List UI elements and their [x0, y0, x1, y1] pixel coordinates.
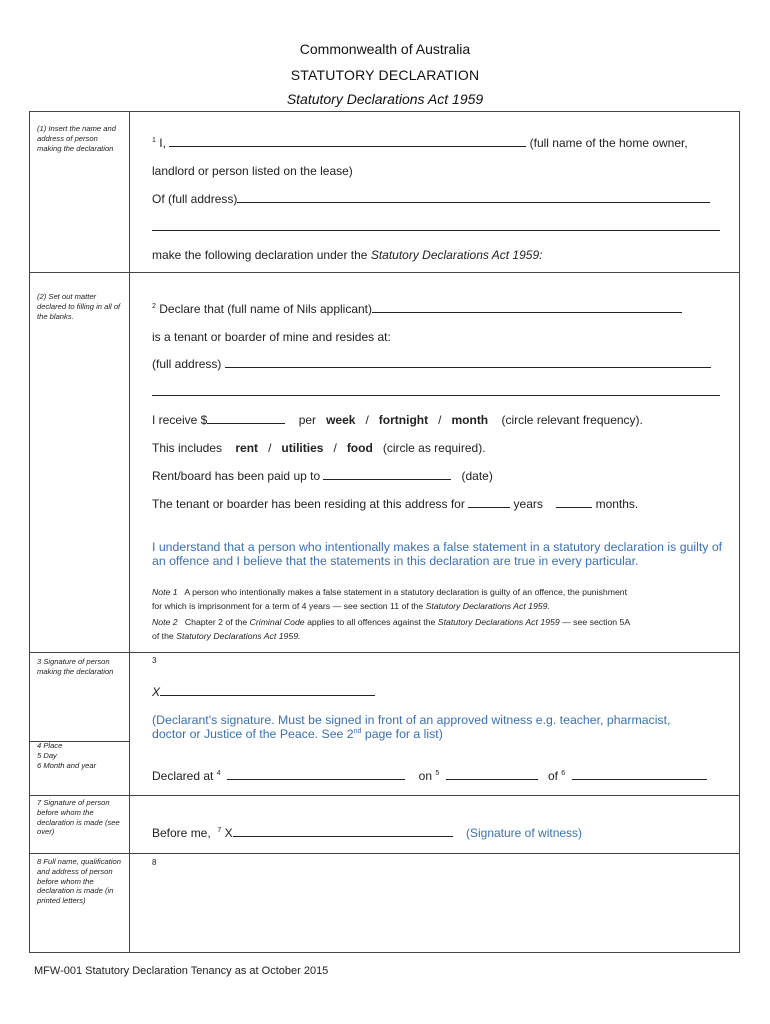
row-divider-5: [29, 853, 740, 854]
note-2-act-2: Statutory Declarations Act 1959.: [176, 631, 301, 641]
header-commonwealth: Commonwealth of Australia: [299, 41, 471, 57]
footnote-6: 6: [561, 770, 566, 777]
months-field[interactable]: [556, 497, 592, 508]
margin-note-1: (1) Insert the name and address of person making the declaration: [37, 124, 116, 153]
per-label: per: [298, 413, 317, 427]
row-divider-1: [29, 272, 740, 273]
footnote-3: 3: [152, 656, 157, 665]
circle-required-hint: (circle as required).: [382, 441, 486, 455]
signature-note-line-1: (Declarant's signature. Must be signed in front of an approved witness e.g. teacher, pharmacist,: [152, 713, 671, 727]
option-food[interactable]: food: [346, 441, 373, 455]
lease-hint: landlord or person listed on the lease): [152, 164, 353, 178]
on-label: on: [418, 769, 432, 783]
footnote-1: 1: [152, 137, 156, 144]
margin-note-5: 5 Day: [37, 751, 57, 760]
includes-line: [152, 441, 486, 455]
witness-details-field[interactable]: [152, 870, 727, 946]
margin-divider: [129, 111, 130, 953]
footnote-8: 8: [152, 858, 157, 867]
option-week[interactable]: week: [326, 413, 356, 427]
paid-date-field[interactable]: [323, 469, 451, 480]
signature-note-line-2: [152, 727, 732, 741]
footnote-5: 5: [435, 770, 440, 777]
note-2-text-c: — see section 5A: [562, 617, 631, 627]
date-label: (date): [461, 469, 493, 483]
residing-line: [152, 497, 638, 511]
option-rent[interactable]: rent: [235, 441, 259, 455]
tenant-address-field-2[interactable]: [152, 385, 720, 396]
slash: /: [333, 441, 337, 455]
declared-at-line: [152, 769, 707, 783]
note-1-line-1: [152, 585, 627, 599]
margin-note-4: 4 Place: [37, 741, 63, 750]
signature-note-b: doctor or Justice of the Peace. See 2: [152, 727, 354, 741]
footer-text: MFW-001 Statutory Declaration Tenancy as at October 2015: [34, 965, 329, 977]
i-label: I,: [159, 136, 166, 150]
paid-label: Rent/board has been paid up to: [152, 469, 321, 483]
tenant-address-line-2: [152, 385, 720, 399]
witness-signature-field[interactable]: [233, 826, 453, 837]
of-label: of: [547, 769, 558, 783]
note-2-text-d: of the: [152, 631, 174, 641]
note-1-act: Statutory Declarations Act 1959.: [425, 601, 550, 611]
note-2-text-a: Chapter 2 of the: [184, 617, 248, 627]
address-line-2: [152, 220, 720, 234]
signature-note: [152, 713, 732, 741]
applicant-name-field[interactable]: [372, 302, 682, 313]
option-fortnight[interactable]: fortnight: [378, 413, 429, 427]
row-divider-4: [29, 795, 740, 796]
footnote-4: 4: [216, 770, 221, 777]
signature-note-c: page for a list): [364, 727, 443, 741]
declarant-signature-line: [152, 685, 375, 699]
note-1-text-2: for which is imprisonment for a term of 4 years — see section 11 of the: [152, 601, 424, 611]
margin-note-7: 7 Signature of person before whom the declaration is made (see over): [37, 798, 120, 837]
month-year-field[interactable]: [572, 769, 707, 780]
row-divider-2: [29, 652, 740, 653]
receive-line: [152, 413, 643, 427]
day-field[interactable]: [446, 769, 538, 780]
receive-label: I receive $: [152, 413, 208, 427]
years-label: years: [513, 497, 543, 511]
declarant-address-field-2[interactable]: [152, 220, 720, 231]
declarant-signature-field[interactable]: [160, 685, 375, 696]
includes-label: This includes: [152, 441, 223, 455]
margin-note-8: 8 Full name, qualification and address of person before whom the declaration is made (in printed letters): [37, 857, 121, 906]
before-me-label: Before me,: [152, 826, 211, 840]
signature-note-sup: nd: [353, 728, 362, 735]
tenant-text: is a tenant or boarder of mine and resides at:: [152, 330, 391, 344]
paid-up-line: [152, 469, 493, 483]
note-1-label: Note 1: [152, 587, 178, 597]
footnote-2: 2: [152, 303, 156, 310]
slash: /: [365, 413, 369, 427]
note-2-text-b: applies to all offences against the: [307, 617, 436, 627]
header-title: STATUTORY DECLARATION: [290, 67, 480, 83]
amount-field[interactable]: [207, 413, 285, 424]
declare-label: Declare that (full name of Nils applicant): [159, 302, 373, 316]
understand-statement: I understand that a person who intentionally makes a false statement in a statutory declaration is guilty of an offence and I believe that the statements in this declaration are true in every particular.: [152, 540, 723, 568]
tenant-address-field[interactable]: [225, 357, 711, 368]
margin-note-2: (2) Set out matter declared to filling in all of the blanks.: [37, 292, 121, 321]
note-2-line-1: [152, 615, 630, 629]
note-1-line-2: [152, 599, 550, 613]
option-utilities[interactable]: utilities: [281, 441, 324, 455]
make-text: make the following declaration under the: [152, 248, 368, 262]
witness-x-mark: X: [224, 826, 233, 840]
option-month[interactable]: month: [451, 413, 489, 427]
declared-at-label: Declared at: [152, 769, 214, 783]
tenant-address-line-1: [152, 357, 711, 371]
years-field[interactable]: [468, 497, 510, 508]
full-address-label: (full address): [152, 357, 222, 371]
circle-frequency-hint: (circle relevant frequency).: [501, 413, 643, 427]
of-address-label: Of (full address): [152, 192, 238, 206]
header-act: Statutory Declarations Act 1959: [286, 91, 484, 107]
note-2-line-2: [152, 629, 300, 643]
applicant-name-line: [152, 302, 682, 316]
declarant-name-line: [152, 136, 688, 150]
slash: /: [268, 441, 272, 455]
margin-note-6: 6 Month and year: [37, 761, 97, 770]
note-1-text: A person who intentionally makes a false statement in a statutory declaration is guilty of an offence, the punishment: [184, 587, 628, 597]
months-label: months.: [595, 497, 639, 511]
witness-signature-hint: (Signature of witness): [465, 826, 583, 840]
footnote-7: 7: [217, 827, 222, 834]
address-line-1: [152, 192, 710, 206]
full-name-hint: (full name of the home owner,: [529, 136, 688, 150]
margin-note-3: 3 Signature of person making the declaration: [37, 657, 114, 676]
make-declaration-line: [152, 248, 542, 262]
note-2-label: Note 2: [152, 617, 178, 627]
note-2-criminal-code: Criminal Code: [249, 617, 305, 627]
declarant-name-field[interactable]: [169, 136, 526, 147]
note-2-act: Statutory Declarations Act 1959: [437, 617, 560, 627]
place-field[interactable]: [227, 769, 405, 780]
slash: /: [438, 413, 442, 427]
residing-label: The tenant or boarder has been residing at this address for: [152, 497, 465, 511]
make-act: Statutory Declarations Act 1959:: [370, 248, 543, 262]
before-me-line: [152, 826, 582, 840]
signature-x-mark: X: [152, 685, 161, 699]
declarant-address-field[interactable]: [237, 192, 710, 203]
